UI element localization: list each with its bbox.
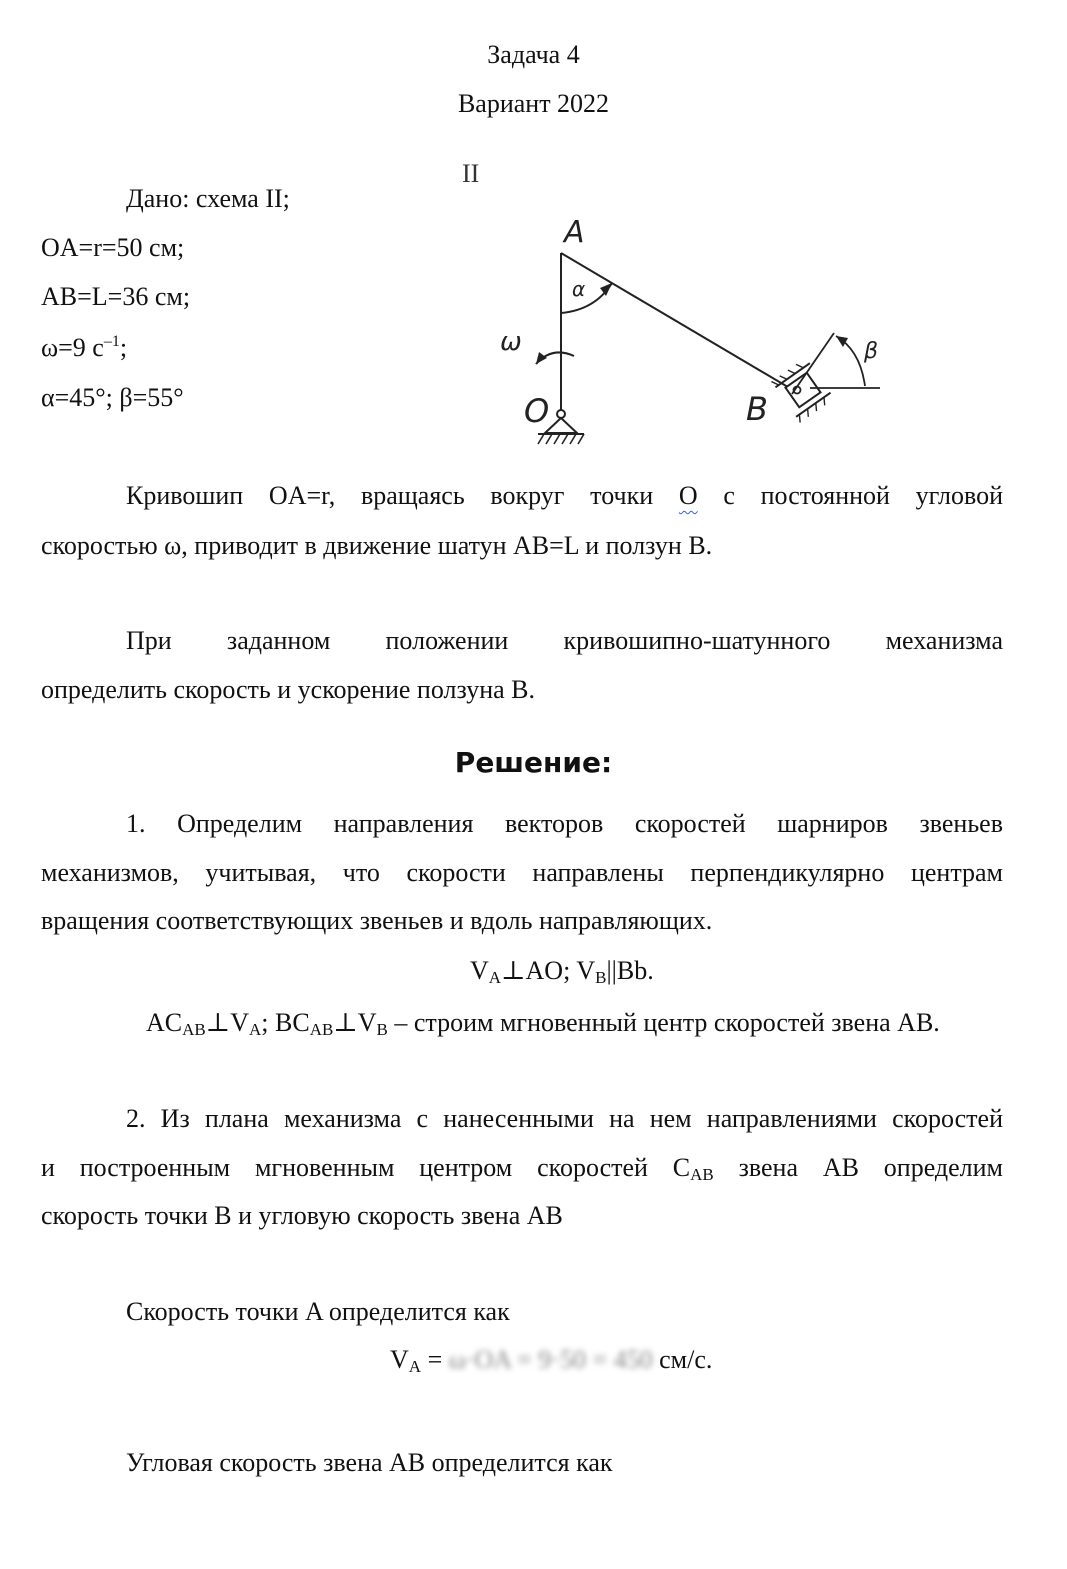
formula-velocity-directions xyxy=(470,958,654,986)
solution-heading: Решение: xyxy=(454,746,613,779)
va-symbol: V xyxy=(390,1345,409,1374)
formula-instant-center xyxy=(146,1010,940,1038)
step2-line-3: скорость точки B и угловую скорость звена AB xyxy=(41,1201,563,1230)
omega-arrowhead xyxy=(536,352,547,364)
formula-symbol: V xyxy=(470,956,489,985)
step1-line-1: 1. Определим направления векторов скоростей шарниров звеньев xyxy=(126,809,1003,838)
formula-subscript: A xyxy=(248,1020,262,1039)
beta-arrowhead xyxy=(836,336,848,347)
formula-symbol: ||Bb. xyxy=(606,956,654,985)
mechanism-diagram xyxy=(440,150,900,460)
label-a: A xyxy=(564,215,585,250)
problem-line-1 xyxy=(126,483,1003,509)
va-unit: см/с. xyxy=(652,1345,713,1374)
problem-text: Кривошип OA=r, вращаясь вокруг точки xyxy=(126,481,654,510)
va-formula xyxy=(390,1347,712,1375)
given-omega xyxy=(41,334,127,361)
alpha-arrowhead xyxy=(600,283,612,296)
formula-subscript: B xyxy=(376,1020,388,1039)
slider-b xyxy=(771,357,834,422)
va-subscript: A xyxy=(408,1357,422,1376)
given-omega-end: ; xyxy=(119,333,128,362)
formula-symbol: ; BC xyxy=(261,1008,310,1037)
beta-arc xyxy=(836,336,865,386)
given-ab: AB=L=36 см; xyxy=(41,282,191,311)
step1-line-2: механизмов, учитывая, что скорости направлены перпендикулярно центрам xyxy=(41,858,1003,887)
diagram-scheme-label: II xyxy=(462,159,480,188)
given-angles: α=45°; β=55° xyxy=(41,383,184,412)
step1-line-3: вращения соответствующих звеньев и вдоль направляющих. xyxy=(41,906,713,935)
formula-subscript: AB xyxy=(182,1020,206,1039)
given-scheme: Дано: схема II; xyxy=(126,184,290,213)
formula-text: – строим мгновенный центр скоростей звена AB. xyxy=(387,1008,940,1037)
formula-subscript: B xyxy=(595,968,607,987)
connecting-rod-ab xyxy=(561,253,793,390)
label-b: B xyxy=(746,390,768,428)
va-hidden-value: ω·OA = 9·50 = 450 xyxy=(448,1345,653,1374)
task-line-2: определить скорость и ускорение ползуна B. xyxy=(41,675,535,704)
step2-text: звена AB определим xyxy=(713,1153,1004,1182)
formula-subscript: A xyxy=(488,968,502,987)
support-o xyxy=(545,418,577,433)
given-omega-base: ω=9 с xyxy=(41,333,104,362)
problem-text: с постоянной угловой xyxy=(723,481,1004,510)
omega-ab-intro: Угловая скорость звена AB определится как xyxy=(126,1448,613,1477)
problem-line-2: скоростью ω, приводит в движение шатун AB=L и ползун B. xyxy=(41,531,713,560)
formula-symbol: ⊥AO; V xyxy=(501,956,596,985)
label-omega: ω xyxy=(500,327,522,357)
problem-point-o: O xyxy=(678,481,698,510)
formula-symbol: ⊥V xyxy=(333,1008,377,1037)
label-beta: β xyxy=(864,339,879,364)
va-intro: Скорость точки A определится как xyxy=(126,1297,510,1326)
step2-subscript: AB xyxy=(690,1165,714,1184)
label-o: O xyxy=(524,392,550,430)
formula-symbol: AC xyxy=(146,1008,183,1037)
step2-line-2 xyxy=(41,1155,1003,1183)
step2-text: и построенным мгновенным центром скоростей C xyxy=(41,1153,691,1182)
task-title: Задача 4 xyxy=(487,40,580,69)
given-omega-exponent: –1 xyxy=(103,333,120,350)
label-alpha: α xyxy=(572,277,586,301)
va-equals: = xyxy=(421,1345,449,1374)
step2-line-1: 2. Из плана механизма с нанесенными на нем направлениями скоростей xyxy=(126,1104,1003,1133)
support-hatch xyxy=(538,434,584,444)
formula-symbol: ⊥V xyxy=(205,1008,249,1037)
task-line-1: При заданном положении кривошипно-шатунного механизма xyxy=(126,626,1003,655)
given-oa: OA=r=50 см; xyxy=(41,233,185,262)
formula-subscript: AB xyxy=(309,1020,334,1039)
variant-title: Вариант 2022 xyxy=(457,89,610,118)
